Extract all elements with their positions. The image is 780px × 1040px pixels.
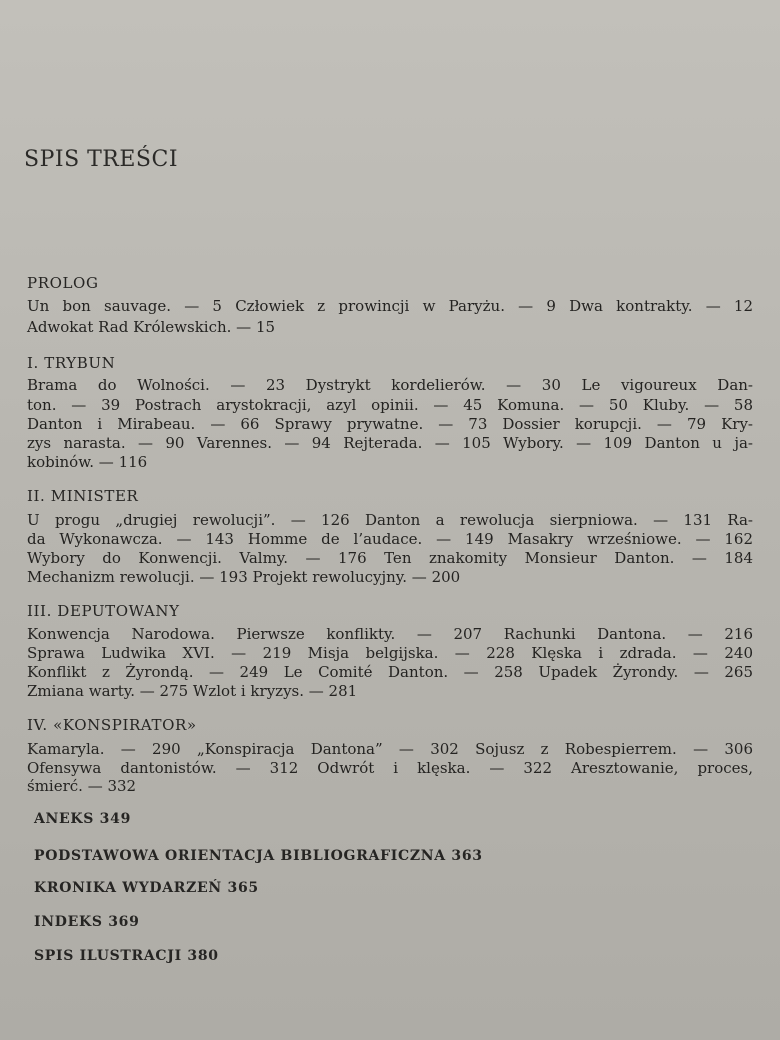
toc-line: Mechanizm rewolucji. — 193 Projekt rewolucyjny. — 200: [27, 568, 461, 586]
appendix-bibliografia: PODSTAWOWA ORIENTACJA BIBLIOGRAFICZNA 363: [34, 848, 483, 864]
toc-line: śmierć. — 332: [27, 777, 137, 795]
appendix-kronika: KRONIKA WYDARZEŃ 365: [34, 880, 259, 896]
toc-line: Adwokat Rad Królewskich. — 15: [27, 318, 276, 336]
section-heading-prolog: PROLOG: [27, 274, 99, 292]
toc-line: Kamaryla. — 290 „Konspiracja Dantona” — 302 Sojusz z Robespierrem. — 306: [27, 740, 753, 758]
toc-line: Konwencja Narodowa. Pierwsze konflikty. — 207 Rachunki Dantona. — 216: [27, 625, 753, 643]
section-heading-deputowany: III. DEPUTOWANY: [27, 602, 180, 620]
toc-line: kobinów. — 116: [27, 453, 148, 471]
appendix-indeks: INDEKS 369: [34, 914, 140, 930]
toc-line: Ofensywa dantonistów. — 312 Odwrót i klęska. — 322 Aresztowanie, proces,: [27, 759, 753, 777]
section-heading-trybun: I. TRYBUN: [27, 354, 116, 372]
toc-line: zys narasta. — 90 Varennes. — 94 Rejterada. — 105 Wybory. — 109 Danton u ja-: [27, 434, 753, 452]
toc-line: Konflikt z Żyrondą. — 249 Le Comité Danton. — 258 Upadek Żyrondy. — 265: [27, 663, 753, 681]
section-heading-konspirator: IV. «KONSPIRATOR»: [27, 716, 197, 734]
toc-line: ton. — 39 Postrach arystokracji, azyl opinii. — 45 Komuna. — 50 Kluby. — 58: [27, 396, 753, 414]
appendix-spis-ilustracji: SPIS ILUSTRACJI 380: [34, 948, 219, 964]
toc-line: U progu „drugiej rewolucji”. — 126 Danton a rewolucja sierpniowa. — 131 Ra-: [27, 511, 753, 529]
appendix-aneks: ANEKS 349: [34, 811, 132, 827]
toc-line: Sprawa Ludwika XVI. — 219 Misja belgijska. — 228 Klęska i zdrada. — 240: [27, 644, 753, 662]
toc-line: da Wykonawcza. — 143 Homme de l’audace. — 149 Masakry wrześniowe. — 162: [27, 530, 753, 548]
section-heading-minister: II. MINISTER: [27, 487, 139, 505]
toc-line: Brama do Wolności. — 23 Dystrykt kordelierów. — 30 Le vigoureux Dan-: [27, 376, 753, 394]
toc-line: Danton i Mirabeau. — 66 Sprawy prywatne. — 73 Dossier korupcji. — 79 Kry-: [27, 415, 753, 433]
toc-line: Wybory do Konwencji. Valmy. — 176 Ten znakomity Monsieur Danton. — 184: [27, 549, 753, 567]
page-title: SPIS TREŚCI: [24, 147, 179, 172]
toc-line: Zmiana warty. — 275 Wzlot i kryzys. — 281: [27, 682, 358, 700]
toc-line: Un bon sauvage. — 5 Człowiek z prowincji w Paryżu. — 9 Dwa kontrakty. — 12: [27, 297, 753, 315]
